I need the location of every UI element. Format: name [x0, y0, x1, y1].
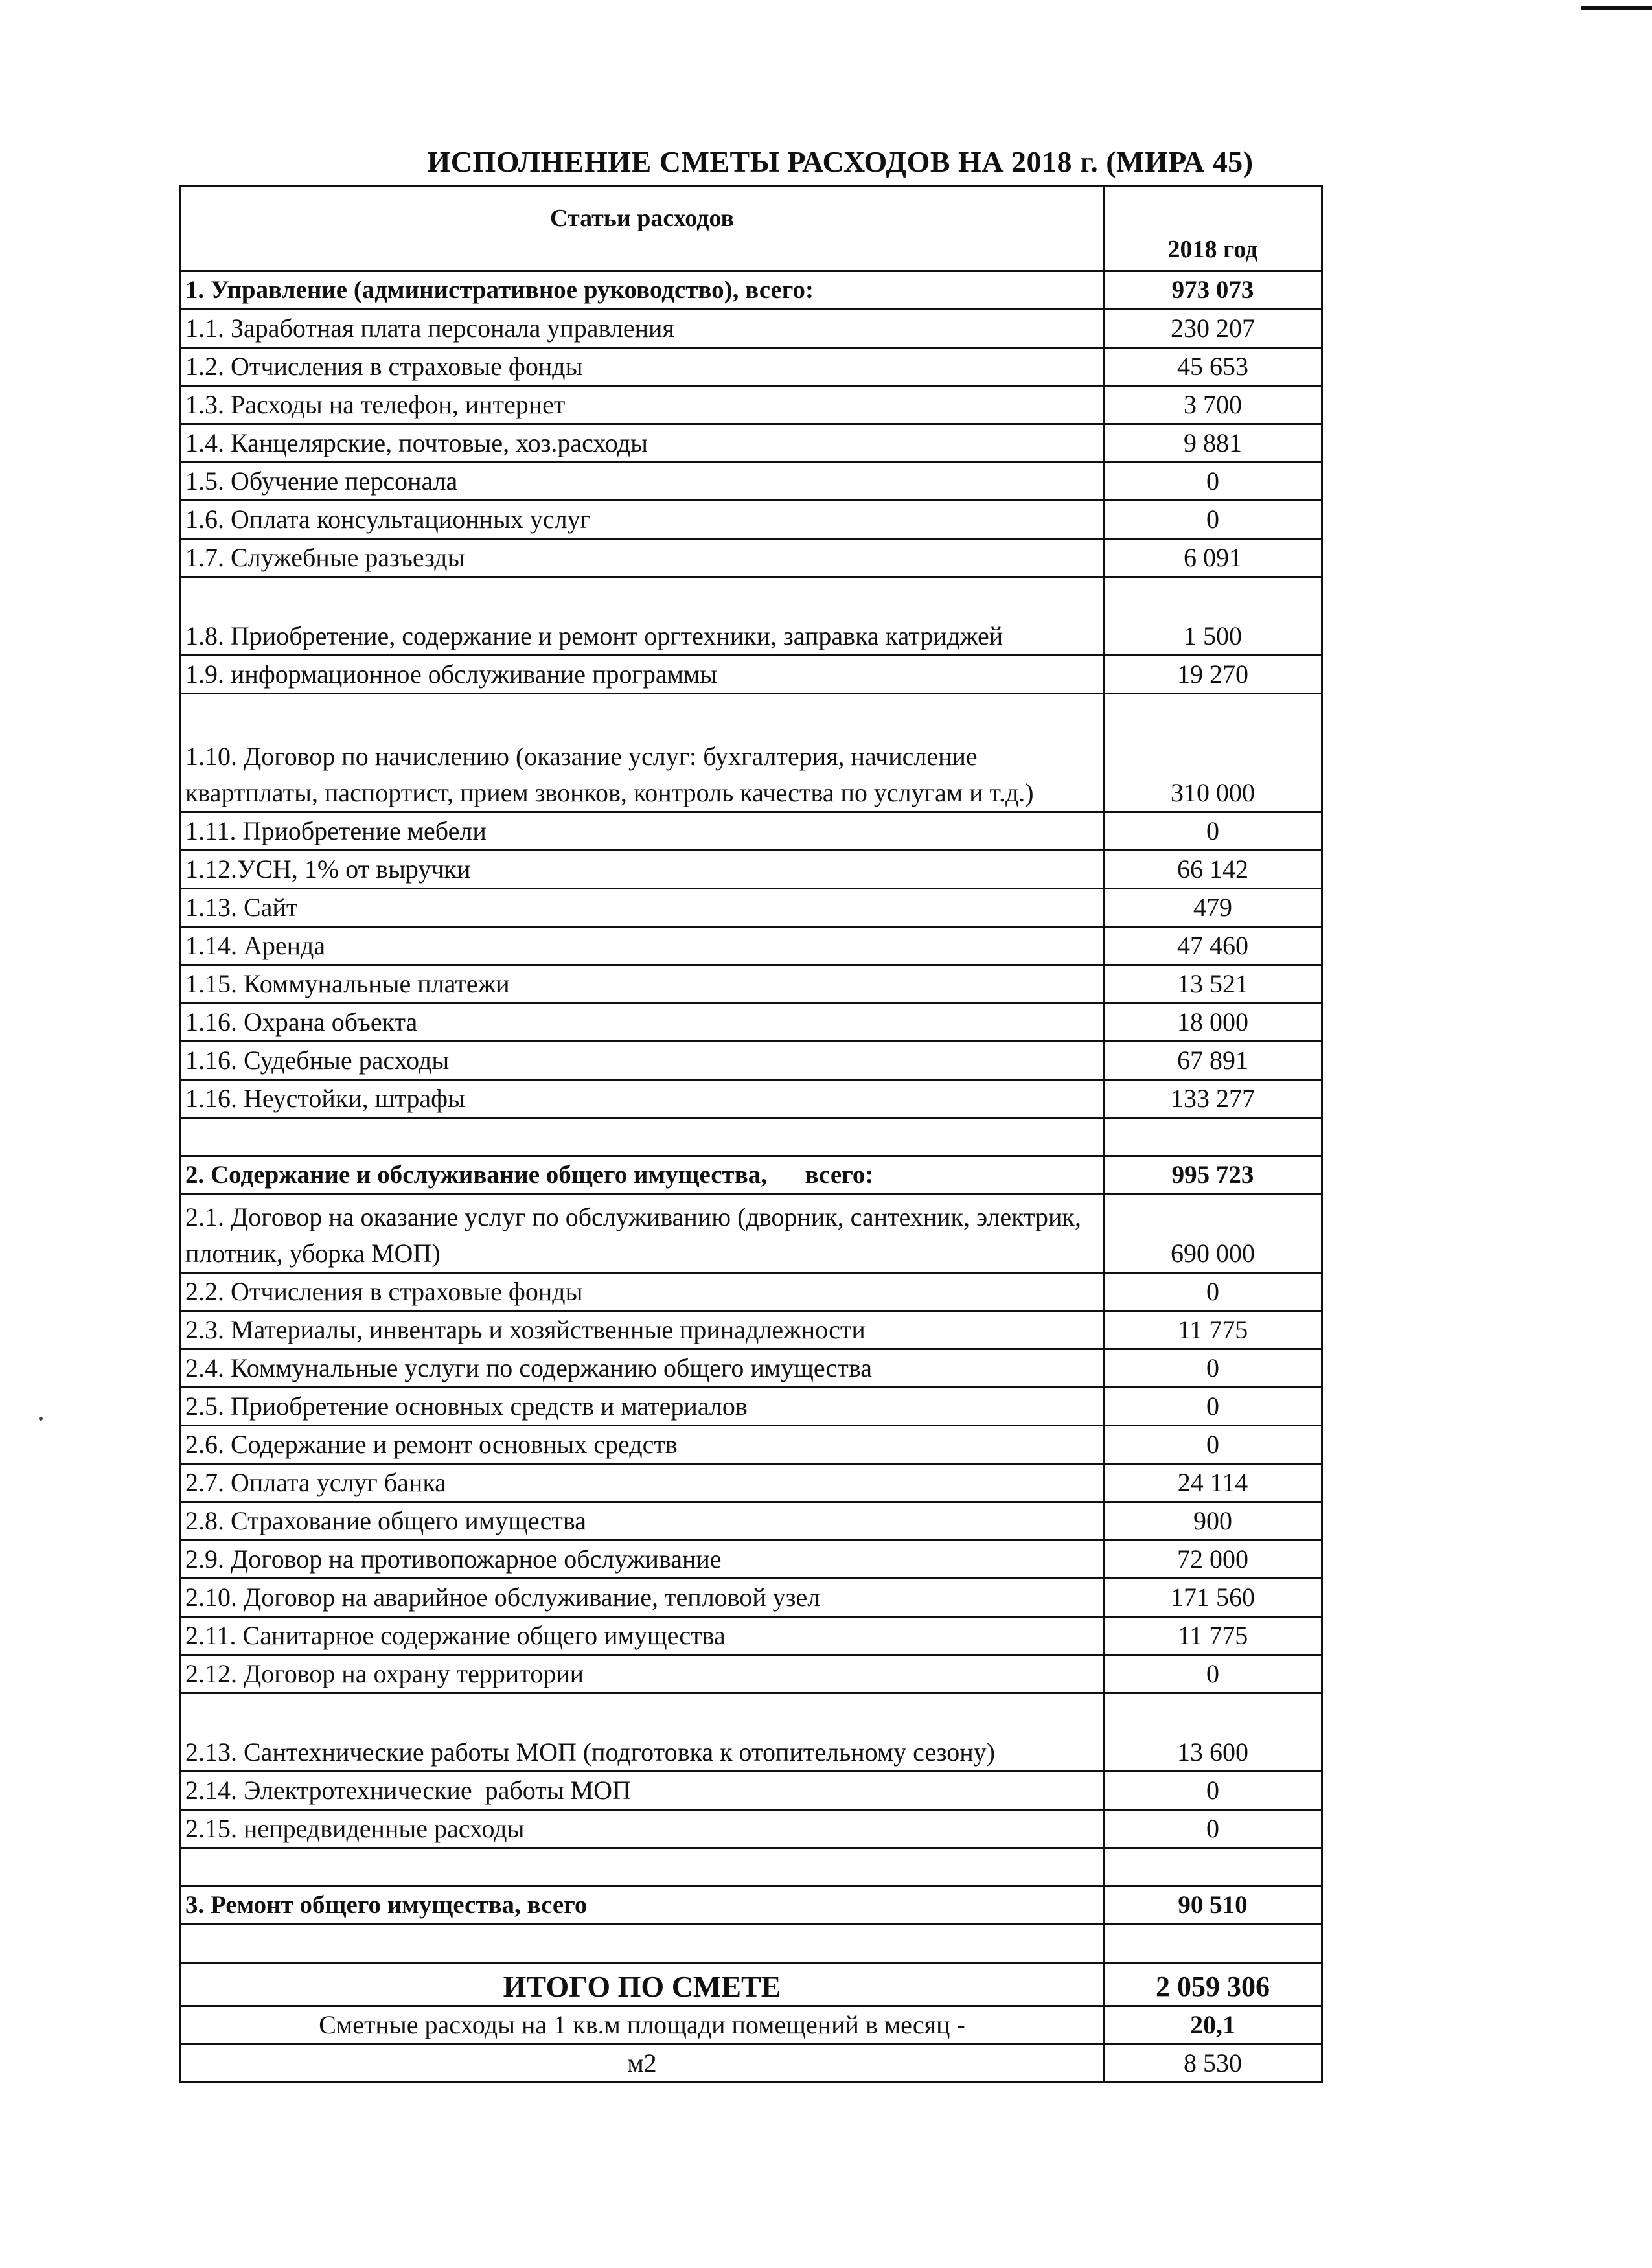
blank-cell [1104, 1925, 1322, 1963]
expense-name: 2.15. непредвиденные расходы [181, 1810, 1104, 1848]
column-header-expenses: Статьи расходов [181, 187, 1104, 271]
expense-value: 47 460 [1104, 927, 1322, 965]
grand-total-label: ИТОГО ПО СМЕТЕ [181, 1963, 1104, 2006]
table-header-row [181, 187, 1322, 271]
table-row [181, 1426, 1322, 1464]
area-value: 8 530 [1104, 2045, 1322, 2083]
expense-name: 1.10. Договор по начислению (оказание услуг: бухгалтерия, начисление квартплаты, паспортист, прием звонков, контроль качества по услугам и т.д.) [181, 694, 1104, 812]
expense-value: 11 775 [1104, 1617, 1322, 1655]
expense-name: 1.6. Оплата консультационных услуг [181, 501, 1104, 539]
expense-name: 2.2. Отчисления в страховые фонды [181, 1273, 1104, 1311]
table-row [181, 1810, 1322, 1848]
expense-value: 0 [1104, 463, 1322, 501]
expense-value: 9 881 [1104, 424, 1322, 463]
table-row [181, 1273, 1322, 1311]
expense-name: 1.13. Сайт [181, 889, 1104, 927]
table-row [181, 1772, 1322, 1810]
blank-cell [181, 1118, 1104, 1156]
expense-value: 0 [1104, 1273, 1322, 1311]
expense-name: 1.14. Аренда [181, 927, 1104, 965]
expense-name: 1.5. Обучение персонала [181, 463, 1104, 501]
section-total: 995 723 [1104, 1156, 1322, 1195]
table-row [181, 1541, 1322, 1579]
area-label: м2 [181, 2045, 1104, 2083]
column-header-year: 2018 год [1104, 187, 1322, 271]
expense-value: 0 [1104, 1655, 1322, 1693]
table-row [181, 1693, 1322, 1772]
section-total-row [181, 271, 1322, 310]
expense-value: 0 [1104, 1349, 1322, 1388]
per-m2-label: Сметные расходы на 1 кв.м площади помещений в месяц - [181, 2006, 1104, 2045]
blank-cell [181, 1925, 1104, 1963]
section-title: 3. Ремонт общего имущества, всего [181, 1886, 1104, 1925]
table-row [181, 424, 1322, 463]
blank-cell [1104, 1118, 1322, 1156]
table-row [181, 1349, 1322, 1388]
blank-row [181, 1925, 1322, 1963]
expense-value: 6 091 [1104, 539, 1322, 577]
table-row [181, 1579, 1322, 1617]
expense-value: 0 [1104, 812, 1322, 851]
section-total-row [181, 1886, 1322, 1925]
table-row [181, 851, 1322, 889]
expense-name: 2.14. Электротехнические работы МОП [181, 1772, 1104, 1810]
expense-value: 19 270 [1104, 656, 1322, 694]
expense-value: 900 [1104, 1502, 1322, 1541]
expense-name: 2.10. Договор на аварийное обслуживание, тепловой узел [181, 1579, 1104, 1617]
expense-name: 1.12.УСН, 1% от выручки [181, 851, 1104, 889]
table-row [181, 463, 1322, 501]
expense-value: 133 277 [1104, 1080, 1322, 1118]
expense-value: 230 207 [1104, 310, 1322, 348]
expense-value: 66 142 [1104, 851, 1322, 889]
expense-name: 2.9. Договор на противопожарное обслуживание [181, 1541, 1104, 1579]
scan-speck [39, 1417, 43, 1421]
expense-name: 2.8. Страхование общего имущества [181, 1502, 1104, 1541]
expense-name: 2.1. Договор на оказание услуг по обслуживанию (дворник, сантехник, электрик, плотник, уборка МОП) [181, 1195, 1104, 1273]
expense-name: 2.11. Санитарное содержание общего имущества [181, 1617, 1104, 1655]
table-row [181, 1502, 1322, 1541]
section-title: 2. Содержание и обслуживание общего имущества, всего: [181, 1156, 1104, 1195]
table-row [181, 501, 1322, 539]
blank-cell [181, 1848, 1104, 1886]
scan-corner-mark [1581, 6, 1652, 10]
table-row [181, 812, 1322, 851]
expense-name: 2.12. Договор на охрану территории [181, 1655, 1104, 1693]
blank-row [181, 1118, 1322, 1156]
expense-name: 1.15. Коммунальные платежи [181, 965, 1104, 1003]
table-row [181, 1003, 1322, 1042]
expense-value: 72 000 [1104, 1541, 1322, 1579]
section-total-row [181, 1156, 1322, 1195]
table-row [181, 889, 1322, 927]
expense-value: 171 560 [1104, 1579, 1322, 1617]
expense-value: 3 700 [1104, 386, 1322, 424]
expense-name: 1.1. Заработная плата персонала управления [181, 310, 1104, 348]
table-row [181, 1464, 1322, 1502]
expense-name: 2.13. Сантехнические работы МОП (подготовка к отопительному сезону) [181, 1693, 1104, 1772]
expense-name: 1.8. Приобретение, содержание и ремонт оргтехники, заправка катриджей [181, 577, 1104, 656]
expense-name: 1.16. Охрана объекта [181, 1003, 1104, 1042]
expense-name: 1.4. Канцелярские, почтовые, хоз.расходы [181, 424, 1104, 463]
expense-name: 1.2. Отчисления в страховые фонды [181, 348, 1104, 386]
section-title: 1. Управление (административное руководство), всего: [181, 271, 1104, 310]
expense-value: 0 [1104, 501, 1322, 539]
per-m2-value: 20,1 [1104, 2006, 1322, 2045]
expense-name: 2.6. Содержание и ремонт основных средств [181, 1426, 1104, 1464]
per-m2-row [181, 2006, 1322, 2045]
section-total: 973 073 [1104, 271, 1322, 310]
expense-value: 479 [1104, 889, 1322, 927]
expense-value: 13 521 [1104, 965, 1322, 1003]
table-row [181, 1042, 1322, 1080]
table-row [181, 965, 1322, 1003]
expense-value: 1 500 [1104, 577, 1322, 656]
expense-value: 67 891 [1104, 1042, 1322, 1080]
expense-name: 2.5. Приобретение основных средств и материалов [181, 1388, 1104, 1426]
table-row [181, 927, 1322, 965]
table-row [181, 577, 1322, 656]
blank-cell [1104, 1848, 1322, 1886]
table-row [181, 386, 1322, 424]
table-row [181, 310, 1322, 348]
table-row [181, 348, 1322, 386]
expense-name: 2.3. Материалы, инвентарь и хозяйственные принадлежности [181, 1311, 1104, 1349]
expense-name: 2.4. Коммунальные услуги по содержанию общего имущества [181, 1349, 1104, 1388]
expense-value: 13 600 [1104, 1693, 1322, 1772]
table-row [181, 694, 1322, 812]
table-row [181, 1080, 1322, 1118]
table-row [181, 1617, 1322, 1655]
expense-name: 1.16. Неустойки, штрафы [181, 1080, 1104, 1118]
expense-value: 690 000 [1104, 1195, 1322, 1273]
page-title: ИСПОЛНЕНИЕ СМЕТЫ РАСХОДОВ НА 2018 г. (МИРА 45) [427, 145, 1254, 178]
expense-name: 2.7. Оплата услуг банка [181, 1464, 1104, 1502]
expense-value: 18 000 [1104, 1003, 1322, 1042]
expense-value: 0 [1104, 1426, 1322, 1464]
blank-row [181, 1848, 1322, 1886]
grand-total-row [181, 1963, 1322, 2006]
expense-name: 1.9. информационное обслуживание программы [181, 656, 1104, 694]
budget-table [179, 185, 1323, 2083]
table-row [181, 1388, 1322, 1426]
expense-value: 0 [1104, 1810, 1322, 1848]
expense-name: 1.3. Расходы на телефон, интернет [181, 386, 1104, 424]
expense-name: 1.16. Судебные расходы [181, 1042, 1104, 1080]
table-row [181, 656, 1322, 694]
grand-total-value: 2 059 306 [1104, 1963, 1322, 2006]
expense-value: 45 653 [1104, 348, 1322, 386]
area-row [181, 2045, 1322, 2083]
expense-name: 1.7. Служебные разъезды [181, 539, 1104, 577]
table-row [181, 539, 1322, 577]
expense-value: 11 775 [1104, 1311, 1322, 1349]
table-row [181, 1195, 1322, 1273]
table-row [181, 1655, 1322, 1693]
section-total: 90 510 [1104, 1886, 1322, 1925]
expense-value: 0 [1104, 1772, 1322, 1810]
expense-value: 24 114 [1104, 1464, 1322, 1502]
expense-value: 0 [1104, 1388, 1322, 1426]
table-row [181, 1311, 1322, 1349]
expense-name: 1.11. Приобретение мебели [181, 812, 1104, 851]
expense-value: 310 000 [1104, 694, 1322, 812]
